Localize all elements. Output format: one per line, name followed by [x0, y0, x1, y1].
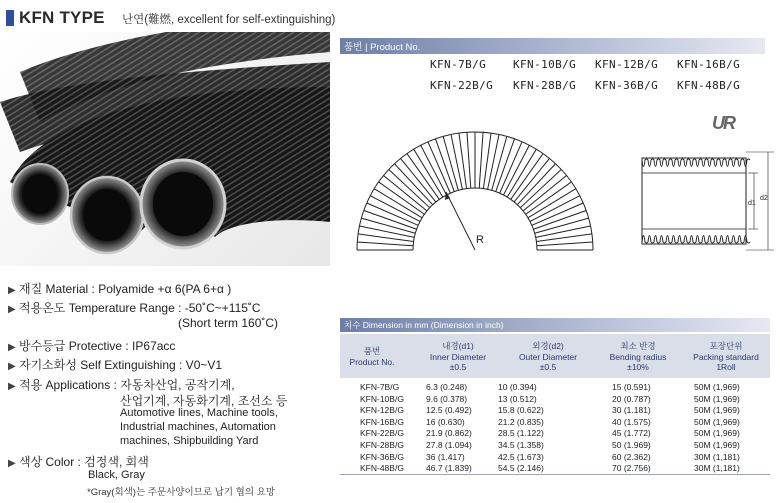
arc-rib	[394, 164, 432, 205]
column-header-product: 품번 Product No.	[349, 346, 395, 367]
spec-applications: ▶ 적용 Applications : 자동차산업, 공작기계,	[8, 378, 235, 392]
table-cell: 45 (1.772)	[612, 428, 651, 439]
spec-protective: ▶ 방수등급 Protective : IP67acc	[8, 339, 176, 353]
product-no-item: KFN-48B/G	[677, 79, 741, 92]
table-cell: 10 (0.394)	[498, 382, 537, 392]
spec-applications-line: 산업기계, 자동화기계, 조선소 등	[120, 394, 288, 408]
table-cell-product: KFN-16B/G	[360, 416, 404, 427]
table-cell: 20 (0.787)	[612, 393, 651, 404]
conduit-photo-illustration	[0, 32, 330, 266]
product-no-item: KFN-36B/G	[595, 79, 659, 92]
arc-rib	[537, 242, 593, 246]
product-no-item: KFN-10B/G	[513, 58, 577, 71]
arc-rib	[374, 189, 422, 218]
table-cell: 50M (1,969)	[694, 416, 740, 427]
spec-self-extinguishing: ▶ 자기소화성 Self Extinguishing : V0~V1	[8, 358, 223, 372]
table-cell: 70 (2.756)	[612, 463, 651, 474]
table-cell-product: KFN-28B/G	[360, 440, 404, 450]
table-cell-product: KFN-10B/G	[360, 393, 404, 404]
product-no-item: KFN-16B/G	[677, 58, 741, 71]
table-cell: 60 (2.362)	[612, 451, 651, 462]
spec-temperature-short: (Short term 160˚C)	[178, 316, 279, 330]
arc-rib	[528, 189, 576, 218]
table-cell: 50 (1.969)	[612, 440, 651, 450]
column-header-packing: 포장단위 Packing standard 1Roll	[693, 341, 759, 372]
arc-rib	[389, 169, 430, 207]
arc-rib	[511, 154, 543, 200]
product-photo	[0, 32, 330, 266]
column-header-inner-diameter: 내경(d1) Inner Diameter ±0.5	[429, 341, 487, 372]
column-header-bending-radius: 최소 반경 Bending radius ±10%	[609, 341, 667, 372]
arc-rib	[414, 149, 443, 197]
arc-rib	[520, 169, 561, 207]
product-no-label: 품번 | Product No.	[344, 42, 421, 53]
table-cell: 30 (1.181)	[612, 405, 651, 416]
table-cell: 15.8 (0.622)	[498, 405, 544, 416]
radius-line	[446, 192, 475, 250]
spec-color: ▶ 색상 Color : 검정색, 회색	[8, 455, 149, 469]
spec-applications-line: Automotive lines, Machine tools,	[120, 407, 278, 419]
arc-rib	[517, 164, 555, 205]
spec-temperature: ▶ 적용온도 Temperature Range : -50˚C~+115˚C	[8, 301, 261, 315]
table-cell: 28.5 (1.122)	[498, 428, 544, 439]
table-cell: 13 (0.512)	[498, 393, 537, 404]
arc-rib-lines	[357, 132, 593, 250]
arrow-icon: ▶	[8, 342, 16, 353]
table-cell: 21.2 (0.835)	[498, 416, 544, 427]
arc-rib	[467, 132, 471, 188]
ul-recognized-icon: UR	[712, 113, 734, 133]
d1-label: d1	[748, 200, 756, 207]
table-cell: 50M (1,969)	[694, 393, 740, 404]
table-cell: 34.5 (1.358)	[498, 440, 544, 450]
table-cell: 50M (1,969)	[694, 440, 740, 450]
d2-label: d2	[760, 195, 768, 202]
arc-rib	[357, 242, 413, 246]
arrow-icon: ▶	[8, 381, 16, 392]
arrow-icon: ▶	[8, 285, 16, 296]
product-no-item: KFN-7B/G	[430, 58, 487, 71]
table-cell-product: KFN-12B/G	[360, 405, 404, 416]
product-no-item: KFN-28B/G	[513, 79, 577, 92]
arc-rib	[507, 149, 536, 197]
table-cell-product: KFN-36B/G	[360, 451, 404, 462]
arc-rib	[379, 182, 425, 214]
spec-applications-line: machines, Shipbuilding Yard	[120, 435, 259, 447]
table-cell: 50M (1,969)	[694, 405, 740, 416]
radius-label: R	[476, 234, 484, 246]
table-cell: 46.7 (1.839)	[426, 463, 472, 474]
spec-applications-line: Industrial machines, Automation	[120, 421, 276, 433]
table-cell-product: KFN-22B/G	[360, 428, 404, 439]
table-cell-product: KFN-7B/G	[360, 382, 400, 392]
table-cell: 16 (0.630)	[426, 416, 465, 427]
table-cell: 21.9 (0.862)	[426, 428, 472, 439]
arrow-icon: ▶	[8, 361, 16, 372]
spec-color-en: Black, Gray	[88, 469, 145, 481]
table-cell: 42.5 (1.673)	[498, 451, 544, 462]
page-title: KFN TYPE	[19, 8, 105, 27]
arc-rib	[526, 182, 572, 214]
table-cell: 6.3 (0.248)	[426, 382, 468, 392]
table-cell: 27.8 (1.094)	[426, 440, 472, 450]
table-cell: 30M (1,181)	[694, 451, 740, 462]
arc-rib	[407, 154, 439, 200]
column-header-outer-diameter: 외경(d2) Outer Diameter ±0.5	[518, 341, 578, 372]
dimension-table-title: 치수 Dimension in mm (Dimension in inch)	[344, 320, 504, 330]
product-no-item: KFN-12B/G	[595, 58, 659, 71]
table-cell: 50M (1,969)	[694, 428, 740, 439]
table-cell: 12.5 (0.492)	[426, 405, 472, 416]
product-no-item: KFN-22B/G	[430, 79, 494, 92]
arc-rib	[479, 132, 483, 188]
table-cell: 36 (1.417)	[426, 451, 465, 462]
header-accent-bar	[6, 10, 14, 26]
table-cell: 50M (1,969)	[694, 382, 740, 392]
table-cell: 40 (1.575)	[612, 416, 651, 427]
spec-material: ▶ 재질 Material : Polyamide +α 6(PA 6+α )	[8, 282, 232, 296]
bending-radius-drawing	[350, 110, 600, 260]
table-cell: 9.6 (0.378)	[426, 393, 468, 404]
arrow-icon: ▶	[8, 304, 16, 315]
table-cell: 15 (0.591)	[612, 382, 651, 392]
table-cell: 54.5 (2.146)	[498, 463, 544, 474]
table-cell: 30M (1,181)	[694, 463, 740, 474]
order-note: *Gray(회색)는 주문사양이므로 납기 협의 요망	[87, 487, 276, 498]
cross-section-drawing	[624, 150, 774, 252]
table-bottom-rule	[340, 474, 770, 475]
page-subtitle: 난연(難燃, excellent for self-extinguishing)	[122, 14, 336, 26]
table-cell-product: KFN-48B/G	[360, 463, 404, 474]
arrow-icon: ▶	[8, 458, 16, 469]
